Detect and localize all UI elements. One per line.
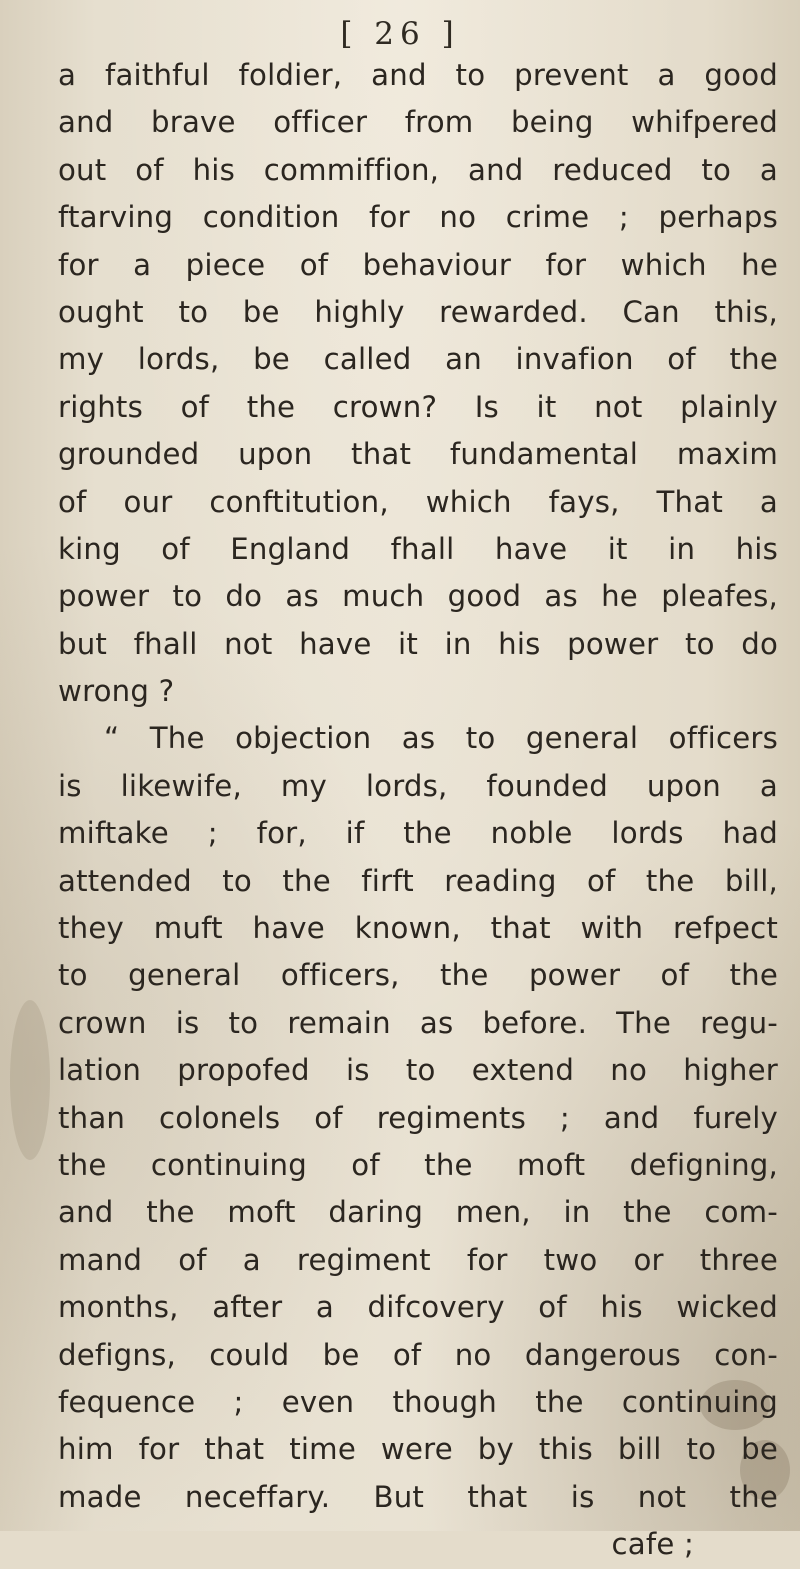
- text-line: king of England fhall have it in his: [58, 531, 778, 566]
- text-line: is likewife, my lords, founded upon a: [58, 768, 778, 803]
- foxing-stain: [10, 1000, 50, 1160]
- text-line: than colonels of regiments ; and furely: [58, 1100, 778, 1135]
- text-line: him for that time were by this bill to be: [58, 1432, 778, 1467]
- text-line: and the moft daring men, in the com-: [58, 1195, 778, 1230]
- text-line: made neceffary. But that is not the: [58, 1479, 778, 1514]
- page-number-header: [ 26 ]: [340, 16, 460, 52]
- text-line: attended to the firft reading of the bill,: [58, 863, 778, 898]
- text-line: rights of the crown? Is it not plainly: [58, 389, 778, 424]
- body-text: [58, 52, 778, 1569]
- text-line: mand of a regiment for two or three: [58, 1242, 778, 1277]
- text-line: for a piece of behaviour for which he: [58, 247, 778, 282]
- text-line: they muft have known, that with refpect: [58, 911, 778, 946]
- catchword: cafe ;: [611, 1527, 694, 1562]
- text-line: my lords, be called an invafion of the: [58, 342, 778, 377]
- text-line: the continuing of the moft defigning,: [58, 1147, 778, 1182]
- text-line: ftarving condition for no crime ; perhaps: [58, 200, 778, 235]
- text-line: out of his commiffion, and reduced to a: [58, 152, 778, 187]
- text-line: grounded upon that fundamental maxim: [58, 437, 778, 472]
- text-line: “ The objection as to general officers: [104, 721, 778, 756]
- text-line: wrong ?: [58, 674, 175, 709]
- text-line: power to do as much good as he pleafes,: [58, 579, 778, 614]
- text-line: of our conftitution, which fays, That a: [58, 484, 778, 519]
- text-line: defigns, could be of no dangerous con-: [58, 1337, 778, 1372]
- text-line: to general officers, the power of the: [58, 958, 778, 993]
- text-line: a faithful foldier, and to prevent a good: [58, 58, 778, 92]
- text-line: lation propofed is to extend no higher: [58, 1053, 778, 1088]
- text-line: ought to be highly rewarded. Can this,: [58, 294, 778, 329]
- text-line: but fhall not have it in his power to do: [58, 626, 778, 661]
- text-line: miftake ; for, if the noble lords had: [58, 816, 778, 851]
- text-line: crown is to remain as before. The regu-: [58, 1005, 778, 1040]
- text-line: months, after a difcovery of his wicked: [58, 1290, 778, 1325]
- text-line: fequence ; even though the continuing: [58, 1384, 778, 1419]
- text-line: and brave officer from being whifpered: [58, 105, 778, 140]
